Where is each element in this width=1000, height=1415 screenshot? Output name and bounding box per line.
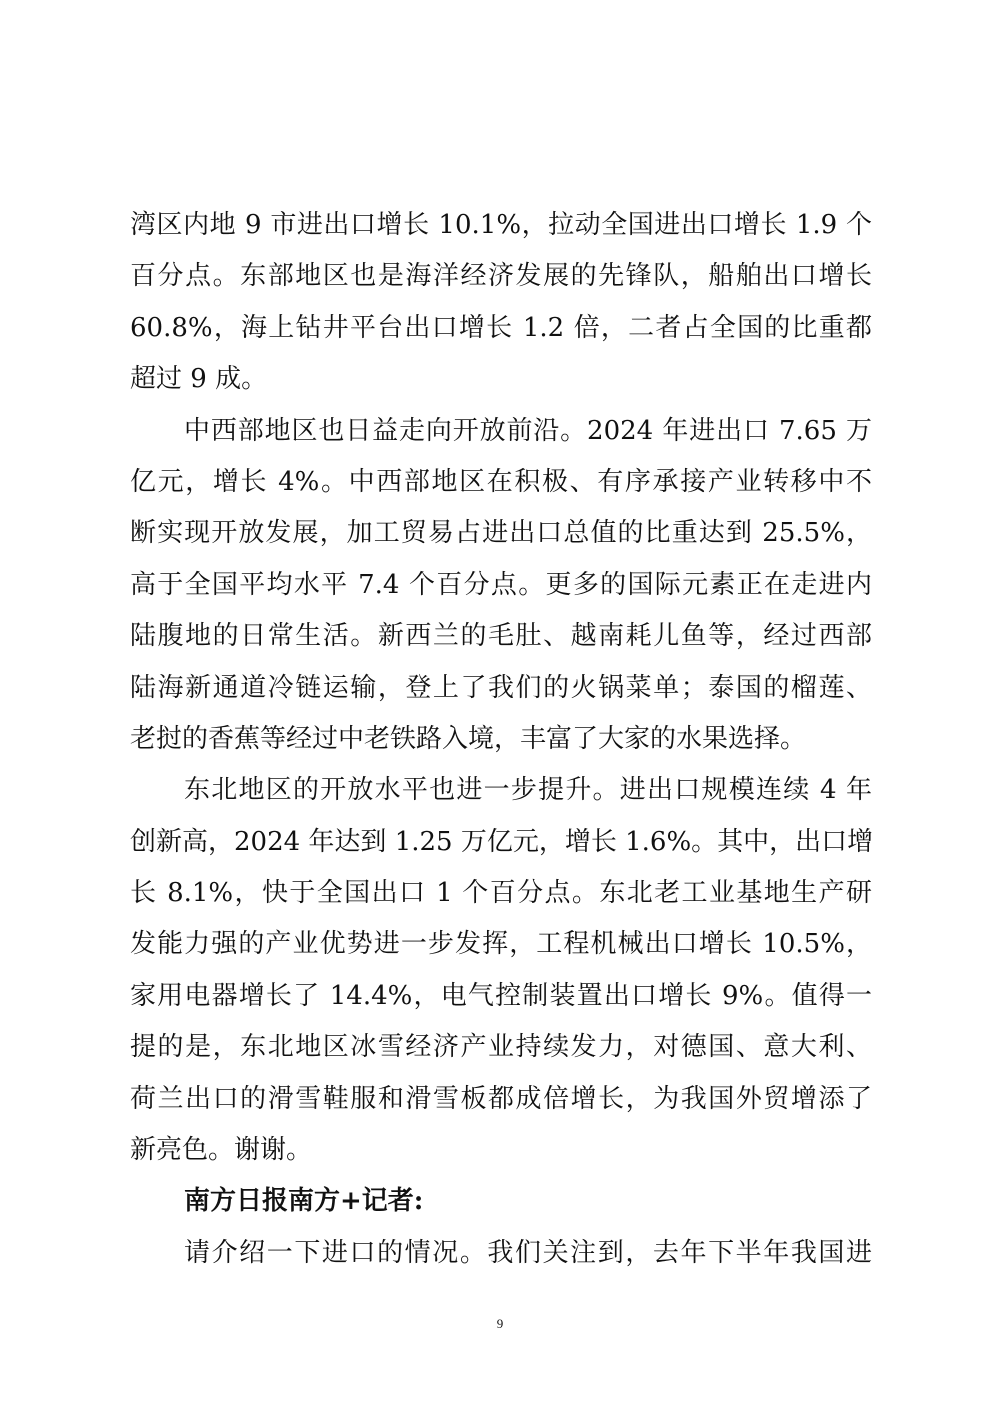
text-line: 百分点。东部地区也是海洋经济发展的先锋队，船舶出口增长 xyxy=(130,261,872,292)
text-line: 家用电器增长了 14.4%，电气控制装置出口增长 9%。值得一 xyxy=(130,980,872,1011)
text-line: 发能力强的产业优势进一步发挥，工程机械出口增长 10.5%， xyxy=(130,929,872,960)
text-line: 提的是，东北地区冰雪经济产业持续发力，对德国、意大利、 xyxy=(130,1032,872,1063)
body-text xyxy=(130,200,872,1279)
page-number: 9 xyxy=(496,1316,504,1331)
text-line: 长 8.1%，快于全国出口 1 个百分点。东北老工业基地生产研 xyxy=(130,878,872,909)
text-line: 湾区内地 9 市进出口增长 10.1%，拉动全国进出口增长 1.9 个 xyxy=(130,210,872,240)
text-line: 超过 9 成。 xyxy=(130,364,268,395)
text-line: 亿元，增长 4%。中西部地区在积极、有序承接产业转移中不 xyxy=(130,466,872,497)
text-line: 陆腹地的日常生活。新西兰的毛肚、越南耗儿鱼等，经过西部 xyxy=(130,621,872,652)
text-line: 高于全国平均水平 7.4 个百分点。更多的国际元素正在走进内 xyxy=(130,569,872,600)
paragraph-first-line: 中西部地区也日益走向开放前沿。2024 年进出口 7.65 万 xyxy=(184,415,872,446)
reporter-heading: 南方日报南方+记者: xyxy=(184,1186,424,1217)
text-line: 断实现开放发展，加工贸易占进出口总值的比重达到 25.5%， xyxy=(130,518,872,549)
text-line: 60.8%，海上钻井平台出口增长 1.2 倍，二者占全国的比重都 xyxy=(130,312,872,343)
text-line: 老挝的香蕉等经过中老铁路入境，丰富了大家的水果选择。 xyxy=(130,723,807,754)
text-line: 荷兰出口的滑雪鞋服和滑雪板都成倍增长，为我国外贸增添了 xyxy=(130,1083,872,1114)
text-line: 新亮色。谢谢。 xyxy=(130,1135,313,1166)
text-line: 创新高，2024 年达到 1.25 万亿元，增长 1.6%。其中，出口增 xyxy=(130,826,874,857)
paragraph-first-line: 东北地区的开放水平也进一步提升。进出口规模连续 4 年 xyxy=(184,775,872,806)
text-line: 陆海新通道冷链运输，登上了我们的火锅菜单；泰国的榴莲、 xyxy=(130,672,872,703)
paragraph-first-line: 请介绍一下进口的情况。我们关注到，去年下半年我国进 xyxy=(184,1237,872,1268)
